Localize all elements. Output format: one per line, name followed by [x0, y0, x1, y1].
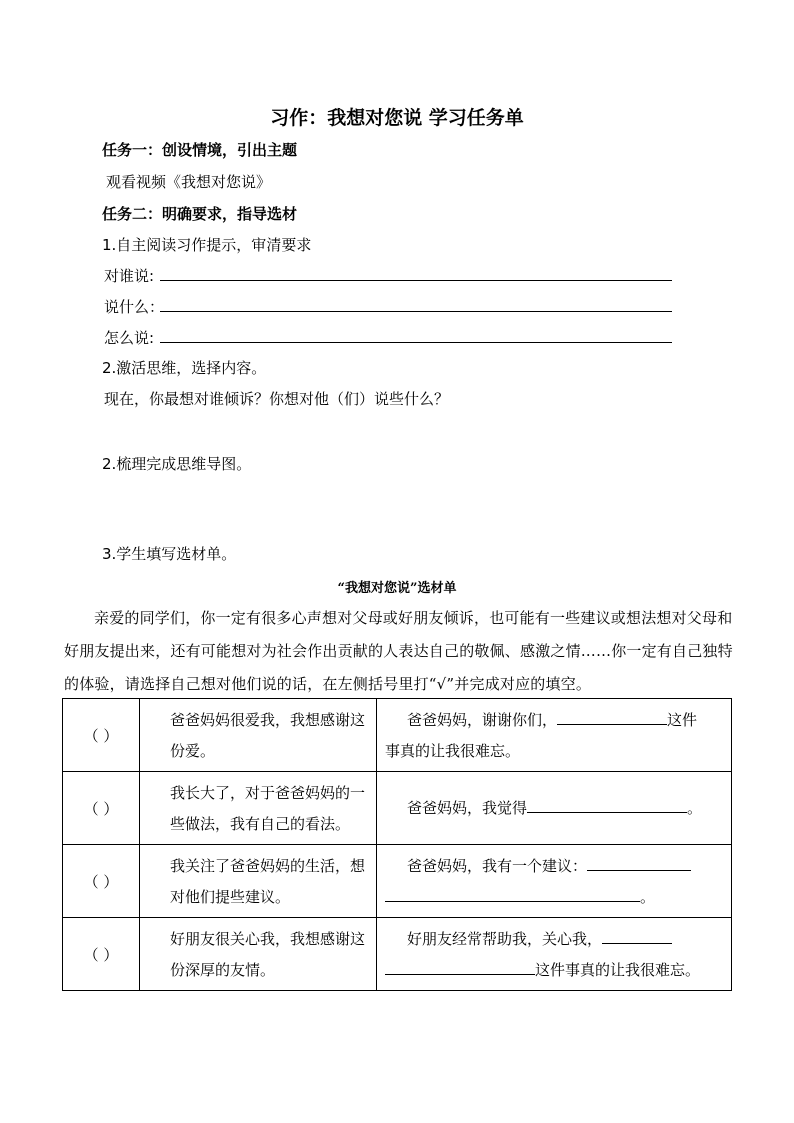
bracket-checkbox[interactable]: （ ）	[63, 699, 140, 772]
task2-step4: 3.学生填写选材单。	[102, 545, 237, 563]
fill-blank[interactable]	[557, 706, 667, 725]
row-description: 好朋友很关心我，我想感谢这份深厚的友情。	[170, 930, 366, 979]
task2-heading: 任务二：明确要求，指导选材	[102, 205, 298, 223]
row-description: 爸爸妈妈很爱我，我想感谢这份爱。	[170, 711, 366, 760]
selection-subtitle: “我想对您说”选材单	[337, 581, 457, 596]
page-title: 习作：我想对您说 学习任务单	[270, 107, 524, 129]
row-fill	[377, 793, 731, 824]
task2-step3: 2.梳理完成思维导图。	[102, 455, 252, 473]
field-line-how[interactable]	[160, 342, 672, 343]
table-row	[63, 699, 732, 772]
fill-text: 爸爸妈妈，我有一个建议：	[407, 857, 588, 875]
fill-text: 好朋友经常帮助我，关心我，	[407, 930, 603, 948]
task2-step2: 2.激活思维，选择内容。	[102, 359, 267, 377]
row-description: 我长大了，对于爸爸妈妈的一些做法，我有自己的看法。	[170, 784, 366, 833]
task2-step1: 1.自主阅读习作提示，审清要求	[102, 236, 312, 254]
table-row	[63, 845, 732, 918]
fill-blank[interactable]	[602, 925, 672, 944]
fill-blank[interactable]	[385, 956, 535, 975]
fill-text: 事真的让我很难忘。	[385, 742, 521, 760]
field-line-to-whom[interactable]	[160, 280, 672, 281]
task2-question: 现在，你最想对谁倾诉？你想对他（们）说些什么？	[104, 390, 450, 408]
fill-blank[interactable]	[587, 852, 691, 871]
row-fill	[377, 918, 731, 986]
task1-heading: 任务一：创设情境，引出主题	[102, 141, 298, 159]
table-row	[63, 918, 732, 991]
task1-text: 观看视频《我想对您说》	[106, 173, 272, 191]
fill-text: 这件	[667, 711, 698, 729]
fill-text: 爸爸妈妈，谢谢你们，	[407, 711, 558, 729]
field-label-how: 怎么说:	[104, 329, 155, 347]
field-label-what: 说什么：	[104, 298, 165, 316]
fill-text: 爸爸妈妈，我觉得	[407, 798, 528, 817]
field-line-what[interactable]	[160, 311, 672, 312]
selection-intro: 亲爱的同学们，你一定有很多心声想对父母或好朋友倾诉，也可能有一些建议或想法想对父母和好朋友提出来，还有可能想对为社会作出贡献的人表达自己的敬佩、感激之情……你一定有自己独特的体验，请选择自己想对他们说的话，在左侧括号里打“√”并完成对应的填空。	[64, 609, 733, 693]
bracket-checkbox[interactable]: （ ）	[63, 918, 140, 991]
fill-text: 这件事真的让我很难忘。	[535, 961, 701, 979]
field-label-to-whom: 对谁说:	[104, 267, 155, 285]
fill-blank[interactable]	[385, 883, 640, 902]
bracket-checkbox[interactable]: （ ）	[63, 845, 140, 918]
fill-text: 。	[640, 888, 656, 906]
fill-blank[interactable]	[527, 794, 687, 813]
row-description: 我关注了爸爸妈妈的生活，想对他们提些建议。	[170, 857, 366, 906]
bracket-checkbox[interactable]: （ ）	[63, 772, 140, 845]
fill-text: 。	[687, 798, 703, 817]
row-fill	[377, 699, 731, 767]
row-fill	[377, 845, 731, 913]
table-row	[63, 772, 732, 845]
selection-table	[62, 698, 732, 991]
